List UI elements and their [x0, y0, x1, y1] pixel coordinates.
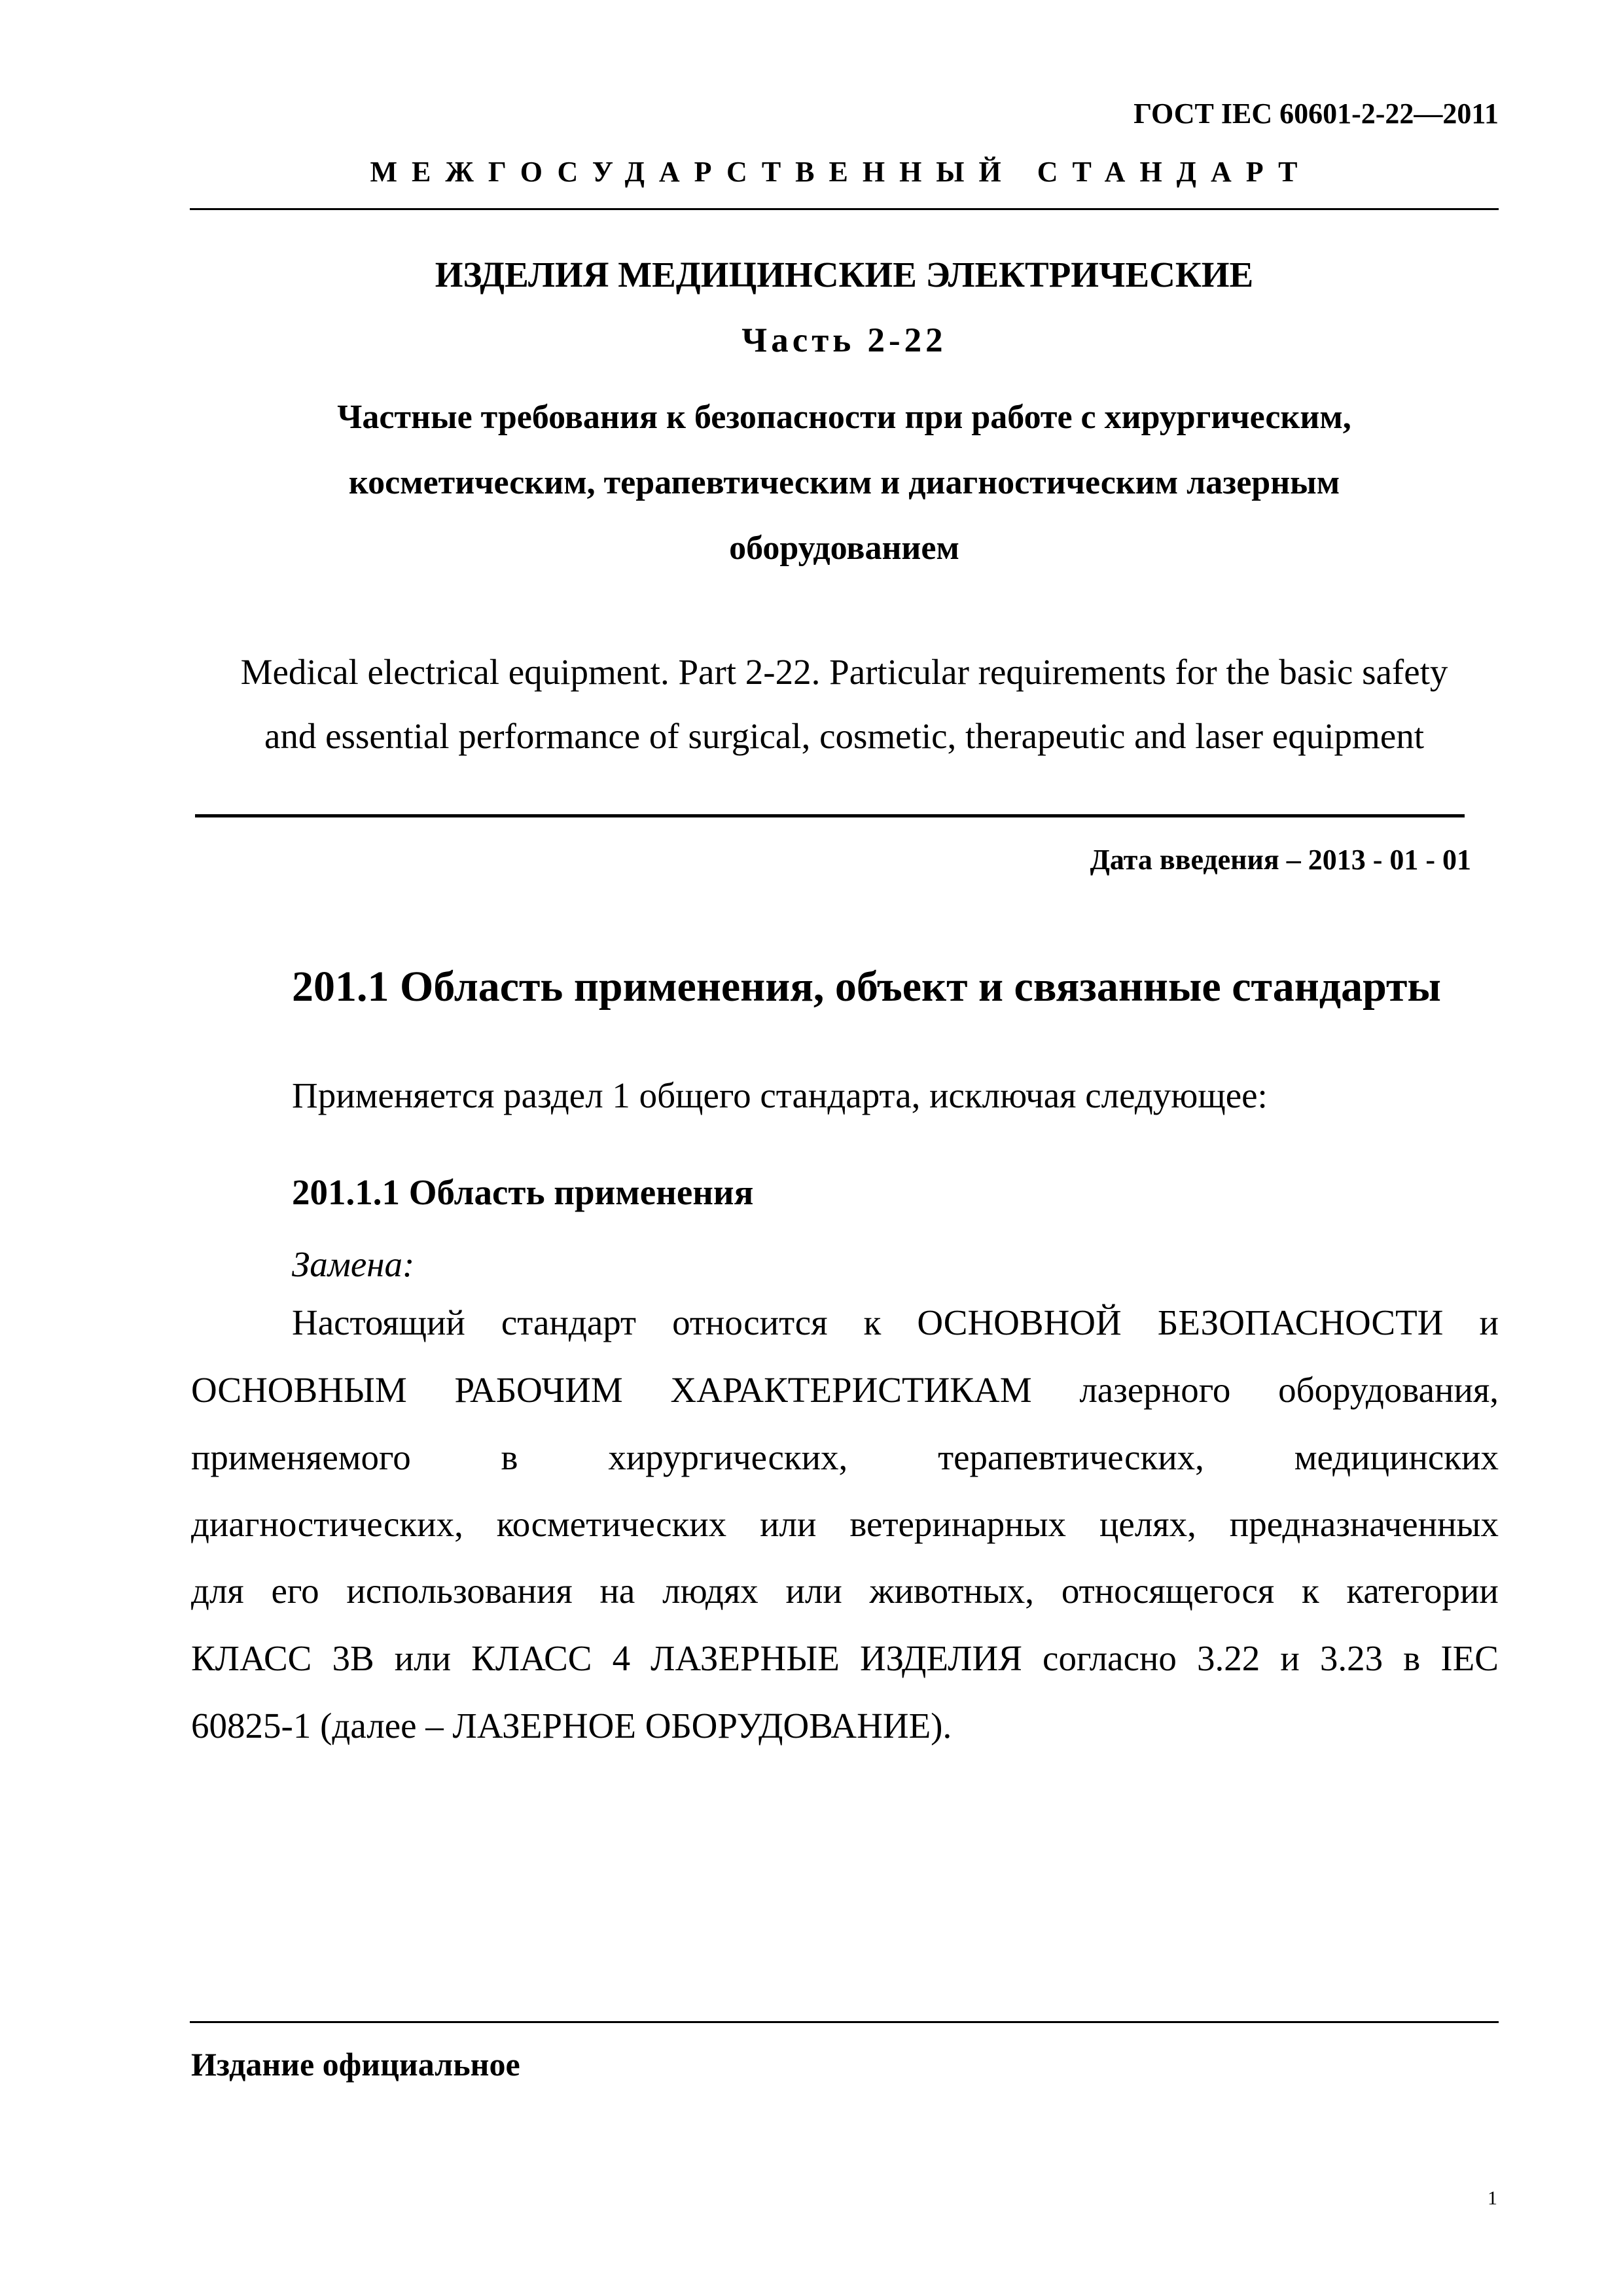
- paragraph-word: и: [1479, 1302, 1499, 1342]
- paragraph-word: к: [863, 1302, 882, 1342]
- paragraph-line-1: [191, 1302, 1499, 1343]
- subsection-heading: 201.1.1 Область применения: [292, 1172, 754, 1212]
- document-code: ГОСТ IEC 60601-2-22—2011: [1133, 98, 1499, 130]
- subtitle-line: Частные требования к безопасности при работе с хирургическим,: [337, 399, 1351, 436]
- paragraph-word: Настоящий: [292, 1302, 465, 1342]
- paragraph-word: ОСНОВНЫМ: [191, 1370, 407, 1410]
- paragraph-word: РАБОЧИМ: [454, 1370, 623, 1410]
- paragraph-line-3: [191, 1437, 1499, 1478]
- paragraph-word: 3.23: [1319, 1638, 1383, 1678]
- paragraph-word: 4: [612, 1638, 631, 1678]
- english-title: [190, 640, 1499, 768]
- paragraph-line-6: [191, 1638, 1499, 1679]
- english-title-line: and essential performance of surgical, cosmetic, therapeutic and laser equipment: [264, 716, 1425, 756]
- paragraph-word: и: [1280, 1638, 1300, 1678]
- paragraph-word: БЕЗОПАСНОСТИ: [1157, 1302, 1444, 1342]
- publication-note: Издание официальное: [191, 2046, 520, 2083]
- paragraph-word: людях: [662, 1571, 758, 1611]
- paragraph-line-7: 60825-1 (далее – ЛАЗЕРНОЕ ОБОРУДОВАНИЕ).: [191, 1706, 952, 1746]
- paragraph-word: в: [1403, 1638, 1421, 1678]
- paragraph-word: ХАРАКТЕРИСТИКАМ: [670, 1370, 1032, 1410]
- paragraph-line-4: [191, 1504, 1499, 1545]
- paragraph-word: в: [501, 1437, 518, 1477]
- paragraph-word: КЛАСС: [191, 1638, 312, 1678]
- paragraph-word: категории: [1346, 1571, 1499, 1611]
- introduction-date: Дата введения – 2013 - 01 - 01: [1090, 844, 1471, 876]
- paragraph-word: ЛАЗЕРНЫЕ: [651, 1638, 840, 1678]
- paragraph-word: к: [1301, 1571, 1319, 1611]
- document-part: Часть 2-22: [741, 321, 947, 359]
- header-divider: [190, 208, 1499, 210]
- document-title: ИЗДЕЛИЯ МЕДИЦИНСКИЕ ЭЛЕКТРИЧЕСКИЕ: [435, 255, 1254, 295]
- paragraph-word: хирургических,: [608, 1437, 848, 1477]
- paragraph-word: 3В: [332, 1638, 374, 1678]
- paragraph-word: КЛАСС: [471, 1638, 592, 1678]
- paragraph-word: косметических: [496, 1504, 727, 1544]
- paragraph-word: медицинских: [1294, 1437, 1499, 1477]
- subtitle-line: оборудованием: [729, 529, 959, 567]
- title-divider: [195, 814, 1465, 817]
- paragraph-line-5: [191, 1571, 1499, 1611]
- paragraph-word: или: [785, 1571, 842, 1611]
- paragraph-word: 3.22: [1197, 1638, 1260, 1678]
- paragraph-line-2: [191, 1370, 1499, 1410]
- paragraph-word: или: [394, 1638, 452, 1678]
- paragraph-word: ветеринарных: [849, 1504, 1067, 1544]
- replacement-label: Замена:: [292, 1244, 415, 1284]
- paragraph-word: или: [760, 1504, 817, 1544]
- paragraph-word: IEC: [1440, 1638, 1499, 1678]
- paragraph-word: терапевтических,: [938, 1437, 1204, 1477]
- paragraph-word: диагностических,: [191, 1504, 463, 1544]
- footer-divider: [190, 2021, 1499, 2023]
- paragraph-word: на: [599, 1571, 635, 1611]
- document-subtitle: [190, 385, 1499, 581]
- paragraph-word: целях,: [1099, 1504, 1196, 1544]
- paragraph-word: относится: [672, 1302, 828, 1342]
- paragraph-word: согласно: [1043, 1638, 1177, 1678]
- paragraph-word: ОСНОВНОЙ: [917, 1302, 1122, 1342]
- english-title-line: Medical electrical equipment. Part 2-22. Particular requirements for the basic safety: [240, 652, 1448, 692]
- paragraph-word: лазерного: [1079, 1370, 1231, 1410]
- paragraph-word: использования: [346, 1571, 573, 1611]
- paragraph-word: стандарт: [501, 1302, 637, 1342]
- paragraph-word: животных,: [869, 1571, 1035, 1611]
- subtitle-line: косметическим, терапевтическим и диагностическим лазерным: [348, 464, 1340, 501]
- page-number: 1: [1488, 2187, 1497, 2209]
- paragraph-word: оборудования,: [1278, 1370, 1499, 1410]
- paragraph-word: относящегося: [1061, 1571, 1275, 1611]
- section-intro-text: Применяется раздел 1 общего стандарта, исключая следующее:: [292, 1075, 1268, 1115]
- paragraph-word: предназначенных: [1229, 1504, 1499, 1544]
- section-heading: 201.1 Область применения, объект и связанные стандарты: [292, 963, 1441, 1011]
- standard-type-heading: МЕЖГОСУДАРСТВЕННЫЙ СТАНДАРТ: [370, 156, 1312, 188]
- paragraph-word: его: [271, 1571, 319, 1611]
- paragraph-word: применяемого: [191, 1437, 411, 1477]
- paragraph-word: для: [191, 1571, 244, 1611]
- paragraph-word: ИЗДЕЛИЯ: [859, 1638, 1022, 1678]
